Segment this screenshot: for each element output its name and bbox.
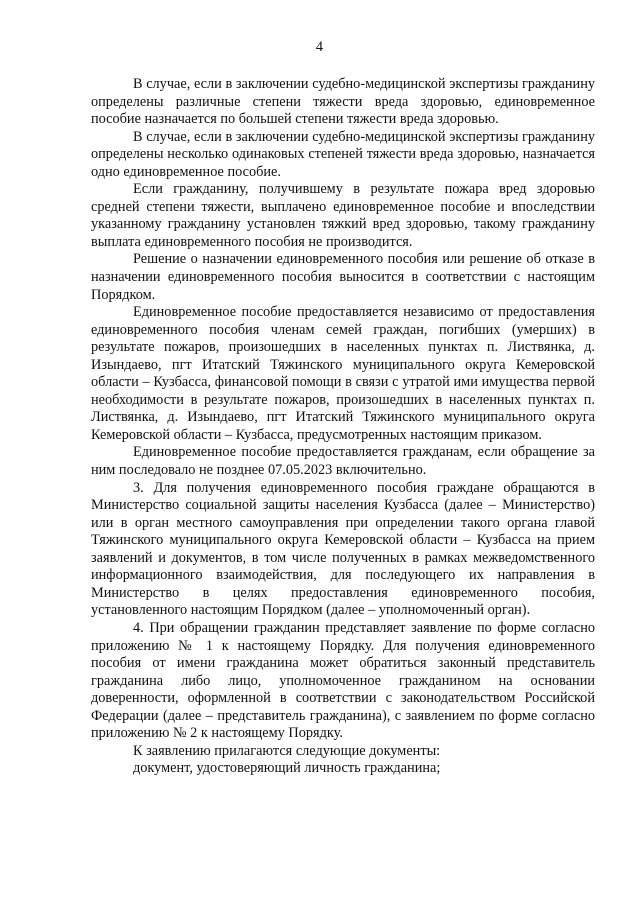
page-number: 4 (315, 39, 324, 55)
paragraph-item-4: 4. При обращении гражданин представляет заявление по форме согласно приложению № 1 к настоящему Порядку. Для получения единовременного пособия от имени гражданина может обратиться законный представитель гражданина либо лицо, уполномоченное гражданином на основании доверенности, оформленной в соответствии с законодательством Российской Федерации (далее – представитель гражданина), с заявлением по форме согласно приложению № 2 к настоящему Порядку. (91, 619, 595, 742)
paragraph-moderate-then-severe: Если гражданину, получившему в результате пожара вред здоровью средней степени тяжести, выплачено единовременное пособие и впоследствии указанному гражданину установлен тяжкий вред здоровью, такому гражданину выплата единовременного пособия не производится. (91, 181, 595, 250)
paragraph-documents-intro: К заявлению прилагаются следующие документы: (133, 742, 441, 759)
paragraph-independence: Единовременное пособие предоставляется независимо от предоставления единовременного пособия членам семей граждан, погибших (умерших) в результате пожаров, произошедших в населенных пунктах п. Листвянка, д. Изындаево, пгт Итатский Тяжинского муниципального округа Кемеровской области – Кузбасса, финансовой помощи в связи с утратой ими имущества первой необходимости в результате пожаров, произошедших в населенных пунктах п. Листвянка, д. Изындаево, пгт Итатский Тяжинского муниципального округа Кемеровской области – Кузбасса, предусмотренных настоящим приказом. (91, 304, 595, 443)
paragraph-severity-same: В случае, если в заключении судебно-медицинской экспертизы гражданину определены несколько одинаковых степеней тяжести вреда здоровью, назначается одно единовременное пособие. (91, 128, 595, 180)
document-body (91, 76, 595, 778)
paragraph-deadline: Единовременное пособие предоставляется гражданам, если обращение за ним последовало не позднее 07.05.2023 включительно. (91, 444, 595, 479)
paragraph-item-3: 3. Для получения единовременного пособия граждане обращаются в Министерство социальной защиты населения Кузбасса (далее – Министерство) или в орган местного самоуправления при определении такого органа главой Тяжинского муниципального округа Кемеровской области – Кузбасса на прием заявлений и документов, в том числе полученных в рамках межведомственного информационного взаимодействия, для последующего их направления в Министерство в целях предоставления единовременного пособия, установленного настоящим Порядком (далее – уполномоченный орган). (91, 479, 595, 619)
paragraph-severity-different: В случае, если в заключении судебно-медицинской экспертизы гражданину определены различные степени тяжести вреда здоровью, единовременное пособие назначается по большей степени тяжести вреда здоровью. (91, 76, 595, 128)
paragraph-identity-document: документ, удостоверяющий личность гражданина; (133, 760, 441, 777)
paragraph-decision: Решение о назначении единовременного пособия или решение об отказе в назначении единовременного пособия выносится в соответствии с настоящим Порядком. (91, 251, 595, 303)
